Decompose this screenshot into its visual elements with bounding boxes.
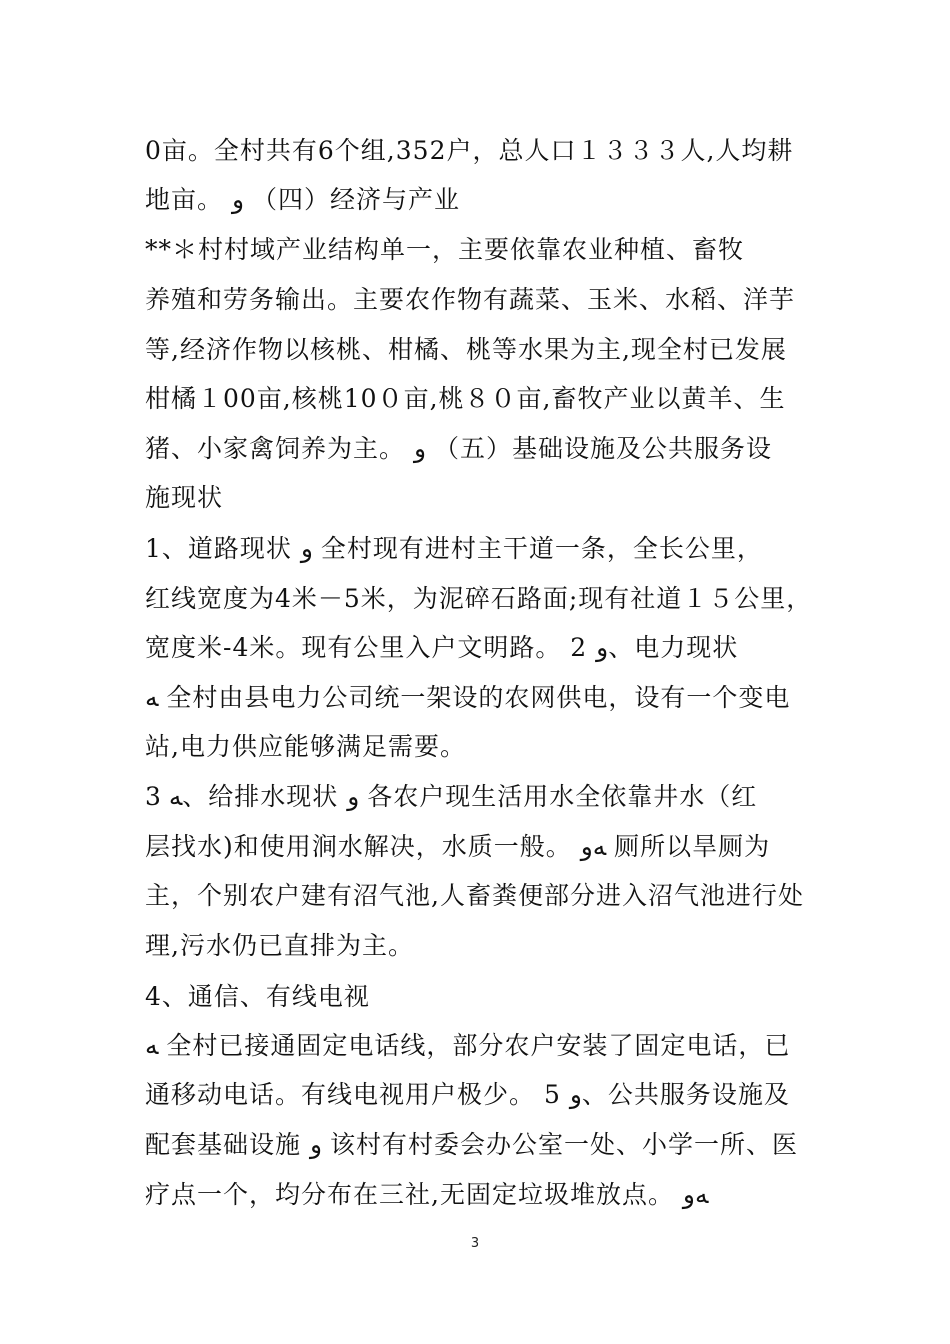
text-line: 宽度米-4米。现有公里入户文明路。 2 و、电力现状 — [145, 633, 739, 662]
text-line: 站,电力供应能够满足需要。 — [145, 732, 466, 761]
text-line: 3 ﻪ、给排水现状 و 各农户现生活用水全依靠井水（红 — [145, 782, 758, 811]
text-line: 层找水)和使用涧水解决，水质一般。 ﻪو 厕所以旱厕为 — [145, 832, 771, 861]
text-line: ﻪ 全村已接通固定电话线，部分农户安装了固定电话，已 — [145, 1031, 791, 1060]
text-line: 红线宽度为4米－5米，为泥碎石路面;现有社道１５公里， — [145, 584, 813, 613]
text-line: **＊村村域产业结构单一，主要依靠农业种植、畜牧 — [145, 235, 745, 264]
page-number: 3 — [470, 1236, 480, 1251]
text-line: 猪、小家禽饲养为主。 و （五）基础设施及公共服务设 — [145, 434, 772, 463]
text-line: 主，个别农户建有沼气池,人畜粪便部分进入沼气池进行处 — [145, 881, 804, 910]
text-line: 施现状 — [145, 483, 224, 512]
text-line: ﻪ 全村由县电力公司统一架设的农网供电，设有一个变电 — [145, 683, 791, 712]
text-line: 配套基础设施 و 该村有村委会办公室一处、小学一所、医 — [145, 1130, 798, 1159]
text-line: 通移动电话。有线电视用户极少。 5 و、公共服务设施及 — [145, 1080, 790, 1109]
text-line: 理,污水仍已直排为主。 — [145, 931, 414, 960]
text-line: 地亩。 و （四）经济与产业 — [145, 185, 460, 214]
text-line: 0亩。全村共有6个组,352户，总人口１３３３人,人均耕 — [145, 136, 794, 165]
text-line: 养殖和劳务输出。主要农作物有蔬菜、玉米、水稻、洋芋 — [145, 285, 796, 314]
text-line: 4、通信、有线电视 — [145, 982, 370, 1011]
text-line: 柑橘１00亩,核桃10０亩,桃８０亩,畜牧产业以黄羊、生 — [145, 384, 786, 413]
text-line: 等,经济作物以核桃、柑橘、桃等水果为主,现全村已发展 — [145, 335, 787, 364]
text-line: 疗点一个，均分布在三社,无固定垃圾堆放点。 ﻪو — [145, 1180, 709, 1209]
text-line: 1、道路现状 و 全村现有进村主干道一条，全长公里， — [145, 534, 763, 563]
